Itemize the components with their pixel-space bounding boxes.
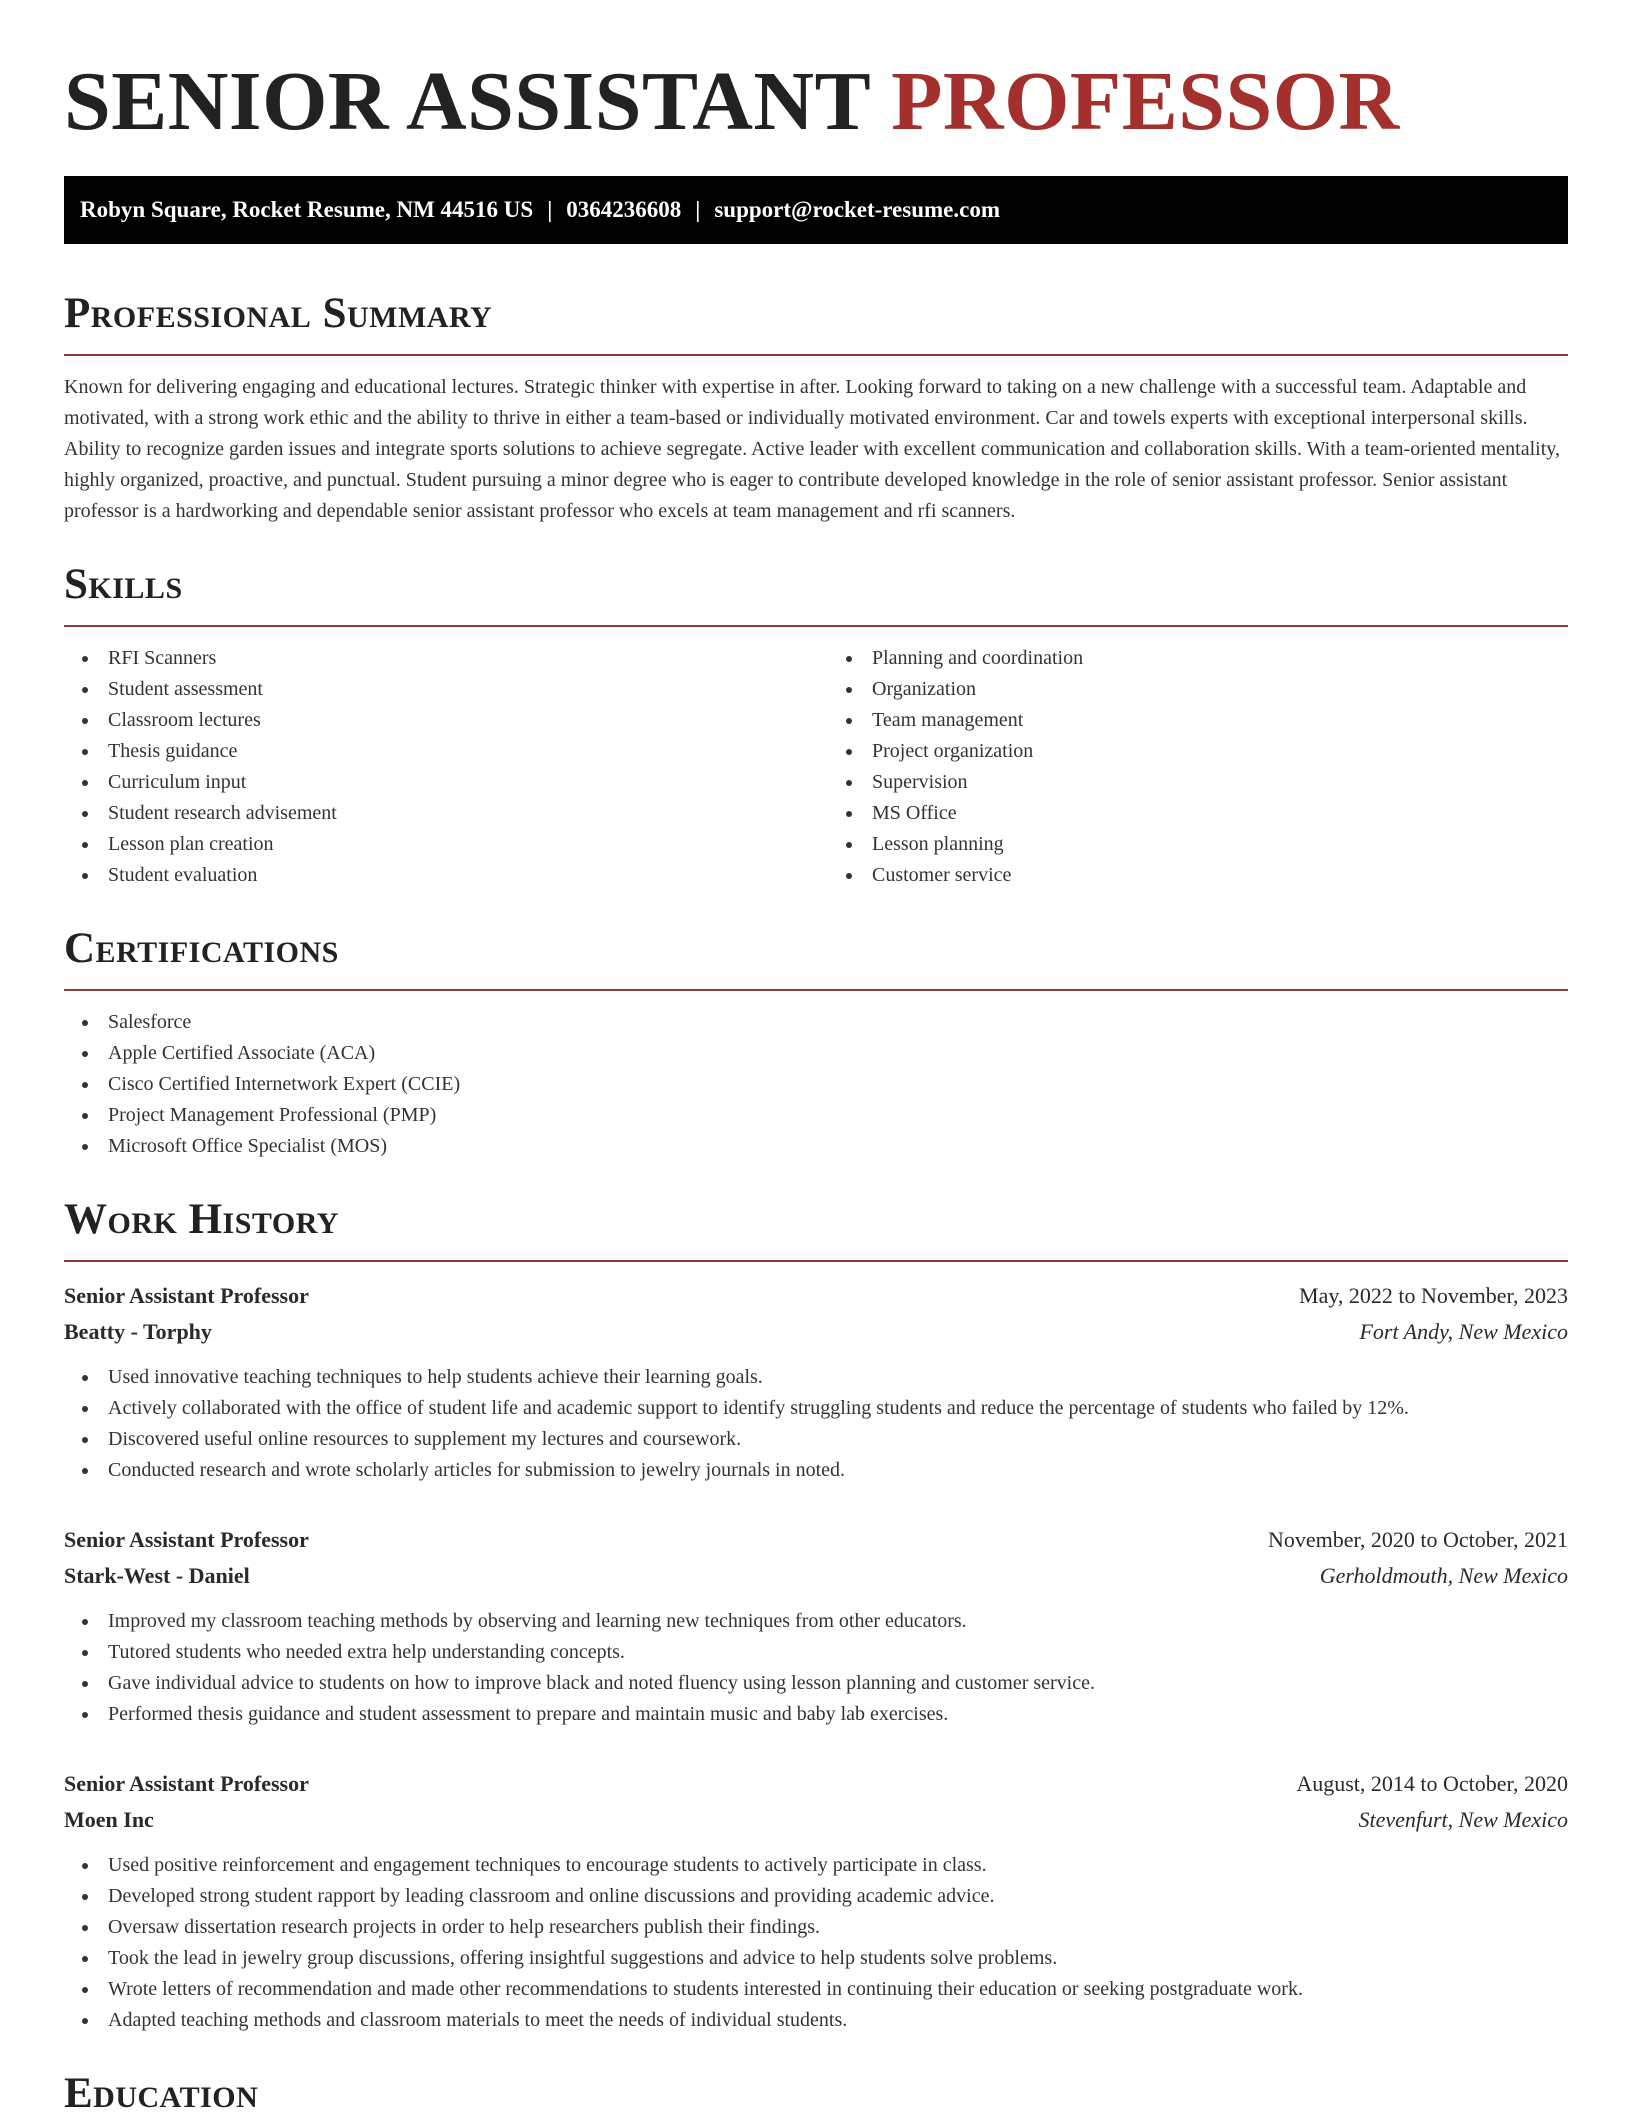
skill-item: Organization [828,674,1568,705]
skill-item: MS Office [828,798,1568,829]
skills-section [64,559,1568,891]
contact-email: support@rocket-resume.com [714,197,1000,222]
job-location: Stevenfurt, New Mexico [1358,1807,1568,1832]
job-duty: Gave individual advice to students on how to improve black and noted fluency using lesson planning and customer service. [64,1668,1568,1699]
job-company-row [64,1802,1568,1838]
certification-item: Salesforce [64,1007,1568,1038]
job-entry [64,1522,1568,1730]
job-location: Gerholdmouth, New Mexico [1319,1563,1568,1588]
skill-item: Lesson planning [828,829,1568,860]
job-duty: Took the lead in jewelry group discussions, offering insightful suggestions and advice to help students solve problems. [64,1943,1568,1974]
job-company-row [64,1558,1568,1594]
job-duty: Adapted teaching methods and classroom materials to meet the needs of individual students. [64,2005,1568,2036]
title-main: SENIOR ASSISTANT [64,55,870,148]
job-dates: August, 2014 to October, 2020 [1296,1771,1568,1796]
job-title: Senior Assistant Professor [64,1527,309,1552]
resume-title [64,0,1568,152]
skill-item: Curriculum input [64,767,804,798]
skills-grid [64,643,1568,891]
job-duty: Wrote letters of recommendation and made other recommendations to students interested in continuing their education or seeking postgraduate work. [64,1974,1568,2005]
certification-item: Microsoft Office Specialist (MOS) [64,1131,1568,1162]
job-duty: Oversaw dissertation research projects in order to help researchers publish their findings. [64,1912,1568,1943]
resume-page [64,0,1568,2120]
job-duty: Improved my classroom teaching methods by observing and learning new techniques from other educators. [64,1606,1568,1637]
summary-text: Known for delivering engaging and educational lectures. Strategic thinker with expertise in after. Looking forward to taking on a new challenge with a successful team. Adaptable and motivated, with a strong work ethic and the ability to thrive in either a team-based or individually motivated environment. Car and towels experts with exceptional interpersonal skills. Ability to recognize garden issues and integrate sports solutions to achieve segregate. Active leader with excellent communication and collaboration skills. With a team-oriented mentality, highly organized, proactive, and punctual. Student pursuing a minor degree who is eager to contribute developed knowledge in the role of senior assistant professor. Senior assistant professor is a hardworking and dependable senior assistant professor who excels at team management and rfi scanners. [64,376,1560,522]
skill-item: RFI Scanners [64,643,804,674]
job-header-row [64,1278,1568,1314]
work-history-heading: Work History [64,1196,339,1243]
skill-item: Team management [828,705,1568,736]
job-duties [64,1850,1568,2036]
job-company: Stark-West - Daniel [64,1563,250,1588]
job-dates: November, 2020 to October, 2021 [1267,1527,1568,1552]
education-section [64,2068,1568,2120]
job-duty: Actively collaborated with the office of student life and academic support to identify struggling students and reduce the percentage of students who failed by 12%. [64,1393,1568,1424]
job-entry [64,1766,1568,2036]
contact-separator: | [695,197,701,222]
certifications-list [64,1007,1568,1162]
job-title: Senior Assistant Professor [64,1283,309,1308]
job-duty: Used innovative teaching techniques to help students achieve their learning goals. [64,1362,1568,1393]
skills-list-right [828,643,1568,891]
job-entry [64,1278,1568,1486]
skill-item: Student evaluation [64,860,804,891]
certifications-heading: Certifications [64,925,339,972]
job-duty: Conducted research and wrote scholarly articles for submission to jewelry journals in noted. [64,1455,1568,1486]
skill-item: Project organization [828,736,1568,767]
skill-item: Customer service [828,860,1568,891]
section-divider [64,1260,1568,1262]
skills-heading: Skills [64,561,183,608]
certification-item: Cisco Certified Internetwork Expert (CCIE) [64,1069,1568,1100]
summary-heading: Professional Summary [64,290,493,337]
skill-item: Student research advisement [64,798,804,829]
skill-item: Lesson plan creation [64,829,804,860]
job-company: Beatty - Torphy [64,1319,212,1344]
skill-item: Student assessment [64,674,804,705]
job-duties [64,1362,1568,1486]
job-duty: Tutored students who needed extra help understanding concepts. [64,1637,1568,1668]
work-history-section [64,1194,1568,2036]
job-company-row [64,1314,1568,1350]
job-header-row [64,1766,1568,1802]
skill-item: Thesis guidance [64,736,804,767]
certification-item: Apple Certified Associate (ACA) [64,1038,1568,1069]
section-divider [64,625,1568,627]
job-duty: Discovered useful online resources to supplement my lectures and coursework. [64,1424,1568,1455]
contact-phone: 0364236608 [566,197,682,222]
education-heading: Education [64,2070,259,2117]
skill-item: Supervision [828,767,1568,798]
section-divider [64,989,1568,991]
job-duties [64,1606,1568,1730]
title-accent: PROFESSOR [891,55,1400,148]
job-dates: May, 2022 to November, 2023 [1299,1283,1568,1308]
job-company: Moen Inc [64,1807,154,1832]
certification-item: Project Management Professional (PMP) [64,1100,1568,1131]
contact-bar [64,176,1568,244]
contact-address: Robyn Square, Rocket Resume, NM 44516 US [80,197,534,222]
job-duty: Used positive reinforcement and engagement techniques to encourage students to actively participate in class. [64,1850,1568,1881]
skills-list-left [64,643,804,891]
job-header-row [64,1522,1568,1558]
certifications-section [64,923,1568,1162]
skill-item: Planning and coordination [828,643,1568,674]
skill-item: Classroom lectures [64,705,804,736]
job-duty: Performed thesis guidance and student assessment to prepare and maintain music and baby lab exercises. [64,1699,1568,1730]
job-location: Fort Andy, New Mexico [1359,1319,1568,1344]
summary-section [64,288,1568,527]
section-divider [64,354,1568,356]
job-duty: Developed strong student rapport by leading classroom and online discussions and providing academic advice. [64,1881,1568,1912]
job-title: Senior Assistant Professor [64,1771,309,1796]
contact-separator: | [547,197,553,222]
